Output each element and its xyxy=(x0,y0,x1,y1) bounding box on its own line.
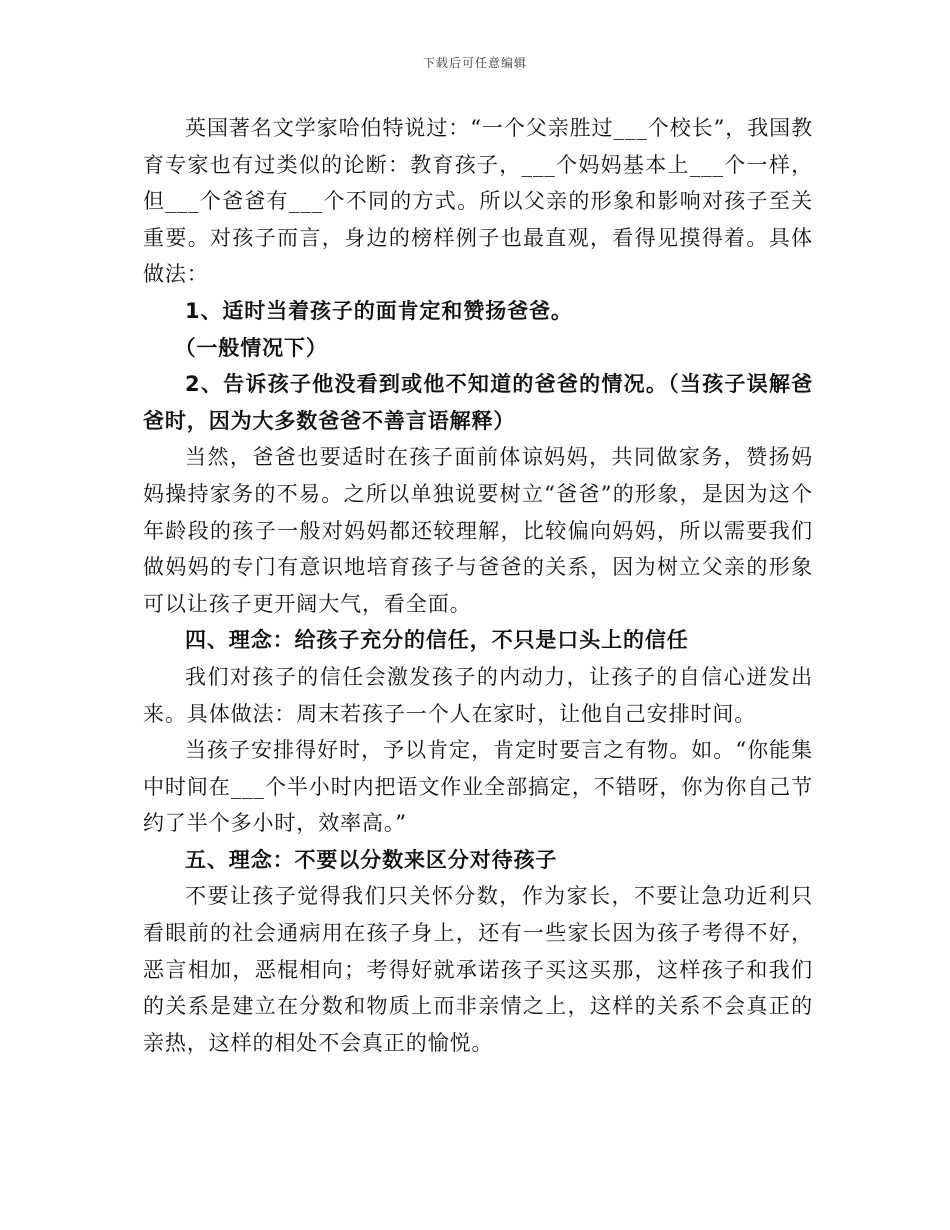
section-heading-5: 五、理念：不要以分数来区分对待孩子 xyxy=(185,847,558,872)
section-heading-4: 四、理念：给孩子充分的信任，不只是口头上的信任 xyxy=(185,628,689,653)
paragraph-trust: 我们对孩子的信任会激发孩子的内动力，让孩子的自信心迸发出来。具体做法：周末若孩子一个人在家时，让他自己安排时间。 xyxy=(143,664,813,726)
paragraph-father-image: 当然，爸爸也要适时在孩子面前体谅妈妈，共同做家务，赞扬妈妈操持家务的不易。之所以单独说要树立“爸爸”的形象，是因为这个年龄段的孩子一般对妈妈都还较理解，比较偏向妈妈，所以需要我们做妈妈的专门有意识地培育孩子与爸爸的关系，因为树立父亲的形象可以让孩子更开阔大气，看全面。 xyxy=(143,445,813,616)
note-general-case: （一般情况下） xyxy=(174,335,328,360)
list-item-2: 2、告诉孩子他没看到或他不知道的爸爸的情况。（当孩子误解爸爸时，因为大多数爸爸不善言语解释） xyxy=(143,372,813,433)
page-header: 下载后可任意编辑 xyxy=(422,56,527,70)
list-item-1: 1、适时当着孩子的面肯定和赞扬爸爸。 xyxy=(185,298,573,323)
paragraph-praise: 当孩子安排得好时，予以肯定，肯定时要言之有物。如。“你能集中时间在___个半小时内把语文作业全部搞定，不错呀，你为你自己节约了半个多小时，效率高。” xyxy=(143,738,813,836)
paragraph-intro: 英国著名文学家哈伯特说过：“一个父亲胜过___个校长”，我国教育专家也有过类似的论断：教育孩子，___个妈妈基本上___个一样，但___个爸爸有___个不同的方式。所以父亲的形象和影响对孩子至关重要。对孩子而言，身边的榜样例子也最直观，看得见摸得着。具体做法： xyxy=(143,116,813,287)
document-body xyxy=(143,110,813,1061)
paragraph-scores: 不要让孩子觉得我们只关怀分数，作为家长，不要让急功近利只看眼前的社会通病用在孩子身上，还有一些家长因为孩子考得不好，恶言相加，恶棍相向；考得好就承诺孩子买这买那，这样孩子和我们的关系是建立在分数和物质上而非亲情之上，这样的关系不会真正的亲热，这样的相处不会真正的愉悦。 xyxy=(143,884,813,1055)
